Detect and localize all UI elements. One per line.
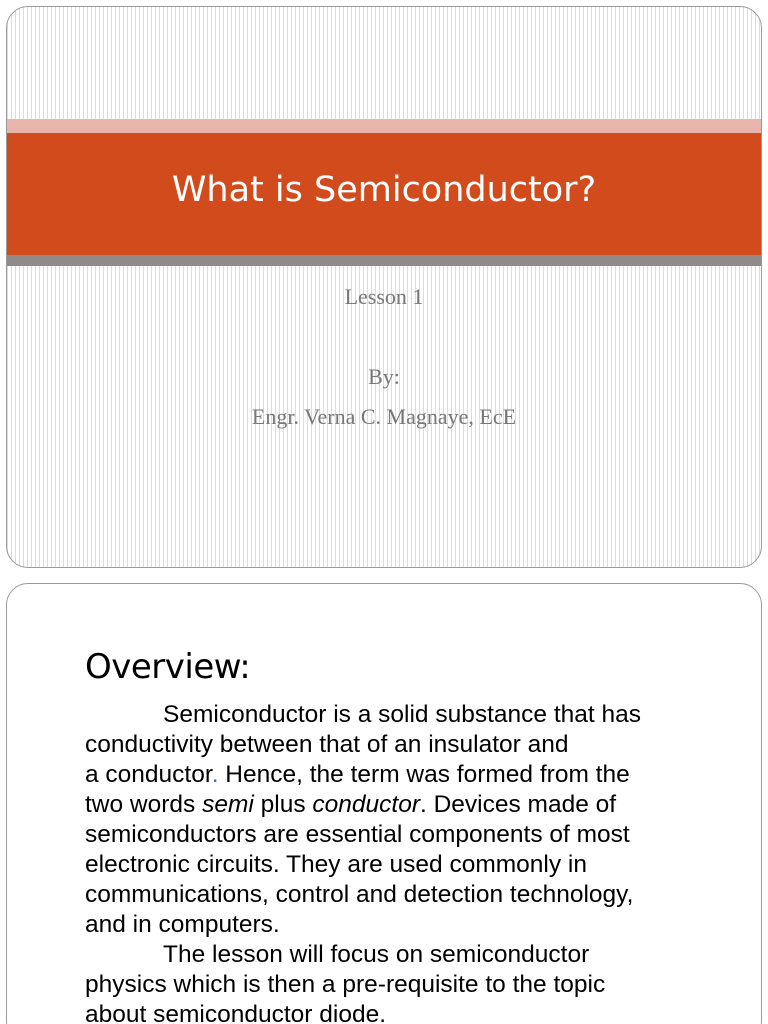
lesson-label: Lesson 1 [344, 284, 424, 309]
overview-slide [6, 583, 762, 1024]
slide-title: What is Semiconductor? [171, 170, 597, 210]
by-label: By: [368, 364, 400, 389]
paragraph-2-line-1: The lesson will focus on semiconductor [163, 941, 590, 968]
conductor-italic: conductor [312, 791, 420, 818]
overview-heading: Overview: [85, 647, 251, 687]
devices-text: . Devices made of [420, 791, 617, 818]
paragraph-1-line-5: semiconductors are essential components of most [85, 821, 630, 848]
paragraph-1-line-1: Semiconductor is a solid substance that has [163, 701, 642, 728]
two-words-text: two words [85, 791, 203, 818]
paragraph-1-line-4 [85, 790, 725, 820]
overview-body [85, 700, 725, 1024]
title-band-top-stripe [7, 119, 761, 133]
paragraph-1-line-2: conductivity between that of an insulator and [85, 731, 569, 758]
conductor-text: a conductor [85, 761, 212, 788]
paragraph-1-line-7: communications, control and detection technology, [85, 881, 634, 908]
paragraph-2-line-3: about semiconductor diode. [85, 1001, 386, 1024]
semi-italic: semi [202, 791, 254, 818]
paragraph-2-line-2: physics which is then a pre-requisite to the topic [85, 971, 606, 998]
paragraph-1-line-8: and in computers. [85, 911, 280, 938]
title-band-bottom-stripe [7, 255, 761, 266]
hence-text: Hence, the term was formed from the [218, 761, 630, 788]
period-text: . [211, 761, 219, 788]
paragraph-1-line-3 [85, 760, 725, 790]
author-name: Engr. Verna C. Magnaye, EcE [251, 404, 517, 429]
paragraph-1-line-6: electronic circuits. They are used commonly in [85, 851, 587, 878]
title-slide [6, 6, 762, 568]
plus-text: plus [253, 791, 313, 818]
